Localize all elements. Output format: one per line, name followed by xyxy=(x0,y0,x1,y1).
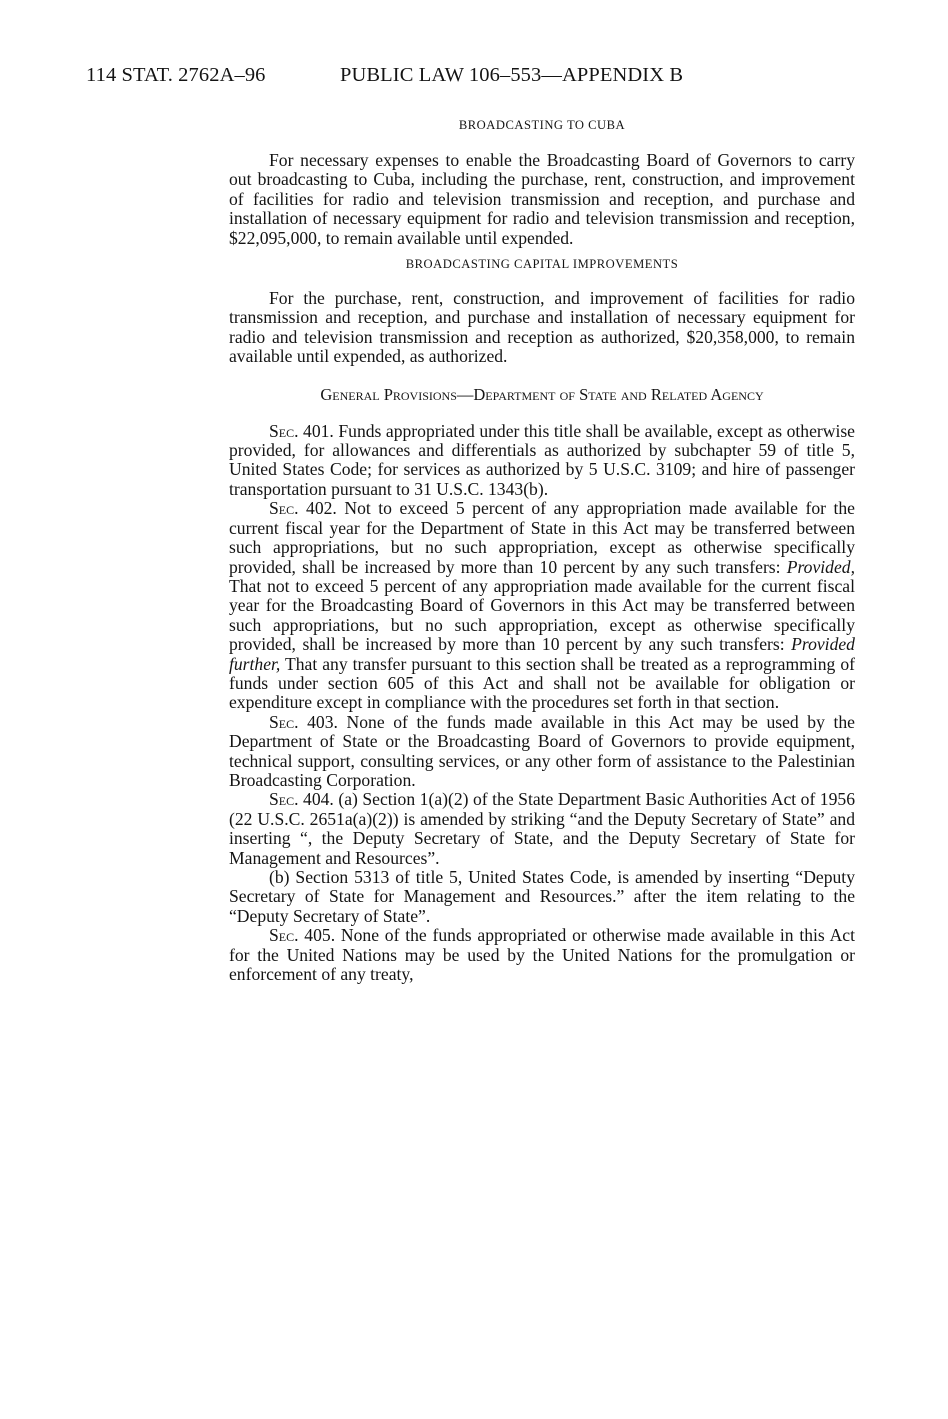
proviso-label: Provided, xyxy=(786,556,855,577)
section-label: Sec. 402. xyxy=(269,498,337,519)
section-text: None of the funds appropriated or otherwise made available in this Act for the United Nations may be used by the United Nations for the promulgation or enforcement of any treaty, xyxy=(229,925,855,985)
section-402 xyxy=(229,499,855,712)
statute-citation: 114 STAT. 2762A–96 xyxy=(86,64,266,86)
section-label: Sec. 401. xyxy=(269,420,334,441)
public-law-title: PUBLIC LAW 106–553—APPENDIX B xyxy=(340,64,684,86)
section-label: Sec. 403. xyxy=(269,711,338,732)
section-text: That any transfer pursuant to this section shall be treated as a reprogramming of funds under section 605 of this Act and shall not be available for obligation or expenditure except in compliance with the procedures set forth in that section. xyxy=(229,653,855,713)
heading-broadcasting-to-cuba: BROADCASTING TO CUBA xyxy=(458,118,626,132)
paragraph-broadcasting-capital-improvements: For the purchase, rent, construction, and improvement of facilities for radio transmission and reception, and purchase and installation of necessary equipment for radio and television transmission and reception as authorized, $20,358,000, to remain available until expended, as authorized. xyxy=(229,288,855,367)
section-403 xyxy=(229,713,855,791)
paragraph-broadcasting-to-cuba: For necessary expenses to enable the Broadcasting Board of Governors to carry out broadcasting to Cuba, including the purchase, rent, construction, and improvement of facilities for radio and television transmission and reception, and purchase and installation of necessary equipment for radio and television transmission and reception, $22,095,000, to remain available until expended. xyxy=(229,150,855,248)
heading-general-provisions: General Provisions—Department of State and Related Agency xyxy=(320,384,764,404)
section-text: Funds appropriated under this title shall be available, except as otherwise provided, for allowances and differentials as authorized by subchapter 59 of title 5, United States Code; for services as authorized by 5 U.S.C. 3109; and hire of passenger transportation pursuant to 31 U.S.C. 1343(b). xyxy=(229,420,855,499)
section-404a xyxy=(229,790,855,868)
section-404b: (b) Section 5313 of title 5, United States Code, is amended by inserting “Deputy Secretary of State for Management and Resources.” after the item relating to the “Deputy Secretary of State”. xyxy=(229,867,855,926)
section-label: Sec. 405. xyxy=(269,925,336,946)
section-405 xyxy=(229,926,855,984)
proviso-further-label: Provided further, xyxy=(229,634,855,674)
heading-broadcasting-capital-improvements: BROADCASTING CAPITAL IMPROVEMENTS xyxy=(405,257,679,272)
section-text: That not to exceed 5 percent of any appropriation made available for the current fiscal year for the Broadcasting Board of Governors in this Act may be transferred between such appropriations, but no such appropriation, except as otherwise specifically provided, shall be increased by more than 10 percent by any such transfers: xyxy=(229,575,855,655)
document-body xyxy=(229,117,855,984)
section-label: Sec. 404. xyxy=(269,789,334,810)
section-text: (a) Section 1(a)(2) of the State Department Basic Authorities Act of 1956 (22 U.S.C. 2651a(a)(2)) is amended by striking “and the Deputy Secretary of State” and inserting “, the Deputy Secretary of State, and the Deputy Secretary of State for Management and Resources”. xyxy=(229,789,855,868)
section-text: Not to exceed 5 percent of any appropriation made available for the current fiscal year for the Department of State in this Act may be transferred between such appropriations, but no such appropriation, except as otherwise specifically provided, shall be increased by more than 10 percent by any such transfers: xyxy=(229,498,855,577)
page-header xyxy=(86,64,683,87)
section-401 xyxy=(229,422,855,500)
section-text: None of the funds made available in this Act may be used by the Department of State or the Broadcasting Board of Governors to provide equipment, technical support, consulting services, or any other form of assistance to the Palestinian Broadcasting Corporation. xyxy=(229,711,855,790)
